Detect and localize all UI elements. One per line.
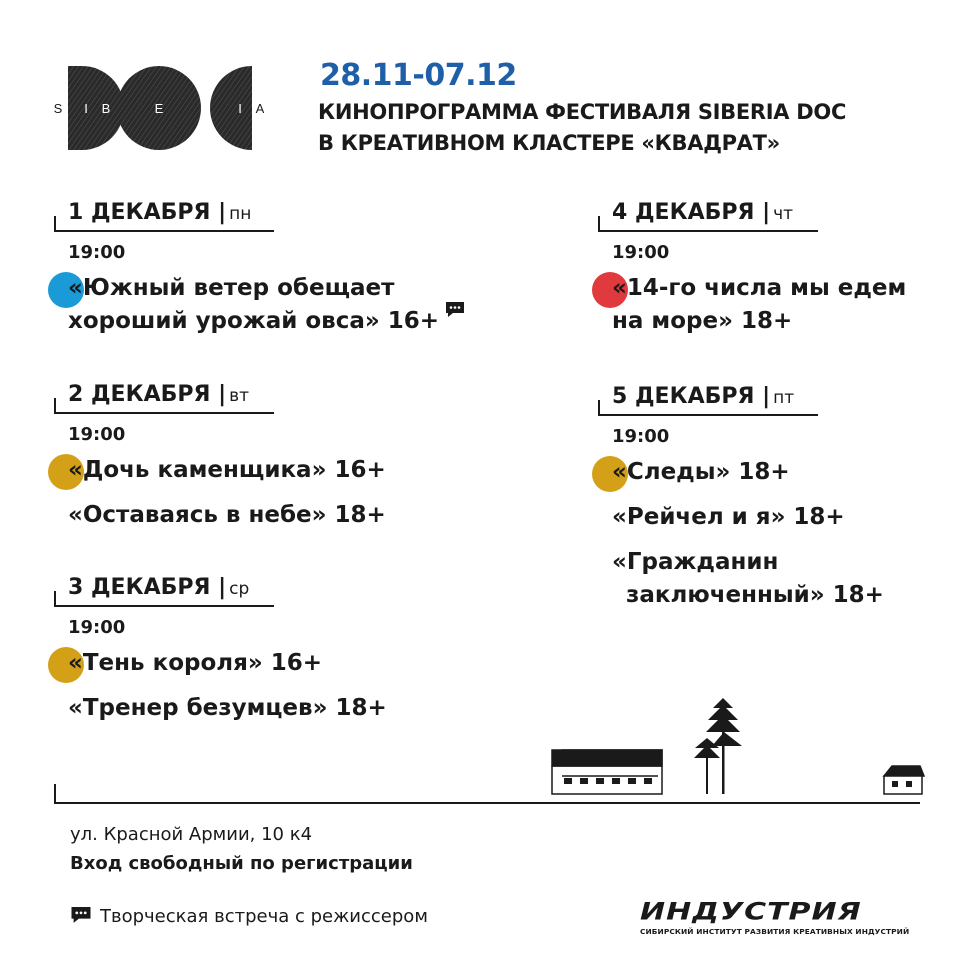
legend-director-meeting	[70, 906, 428, 927]
legend-text: Творческая встреча с режиссером	[100, 906, 428, 927]
chat-bubble-icon	[445, 301, 465, 319]
film-title: «Гражданин заключенный» 18+	[612, 549, 884, 608]
screening-time: 19:00	[68, 617, 126, 638]
day-bracket	[54, 398, 274, 414]
weekday: пн	[229, 204, 252, 224]
venue-address: ул. Красной Армии, 10 к4	[70, 824, 313, 845]
film-title: «Оставаясь в небе» 18+	[68, 502, 386, 528]
day-title: 4 ДЕКАБРЯ |	[612, 200, 771, 225]
weekday: пт	[773, 388, 795, 408]
day-block-dec-2	[54, 382, 386, 532]
film-title: «Южный ветер обещает хороший урожай овса» 16+	[54, 272, 465, 338]
weekday: вт	[229, 386, 250, 406]
logo-letter: S	[54, 101, 63, 116]
film-title: «14-го числа мы едем на море» 18+	[598, 272, 906, 338]
day-heading	[54, 200, 465, 236]
day-bracket	[598, 216, 818, 232]
day-block-dec-4	[598, 200, 906, 338]
barn-drawing	[552, 750, 662, 794]
film-title: «Рейчел и я» 18+	[612, 504, 845, 530]
day-bracket	[598, 400, 818, 416]
day-block-dec-1	[54, 200, 465, 338]
entry-info: Вход свободный по регистрации	[70, 853, 413, 874]
day-bracket	[54, 591, 274, 607]
festival-dates: 28.11-07.12	[320, 58, 517, 93]
weekday: чт	[773, 204, 794, 224]
day-heading	[598, 384, 884, 420]
logo-letter: R	[201, 101, 211, 116]
film-title: «Тренер безумцев» 18+	[68, 695, 387, 721]
screening-time: 19:00	[68, 242, 126, 263]
logo-letter: B	[101, 101, 111, 116]
film-title: «Следы» 18+	[598, 456, 884, 489]
day-title: 5 ДЕКАБРЯ |	[612, 384, 771, 409]
brand-name: ИНДУСТРИЯ	[640, 898, 862, 926]
header-title-line2: В КРЕАТИВНОМ КЛАСТЕРЕ «КВАДРАТ»	[318, 131, 780, 155]
logo-letter: A	[255, 101, 264, 116]
day-bracket	[54, 216, 274, 232]
logo-letter: E	[154, 101, 164, 116]
film-title: «Дочь каменщика» 16+	[54, 454, 386, 487]
day-heading	[54, 382, 386, 418]
day-block-dec-5	[598, 384, 884, 612]
day-title: 1 ДЕКАБРЯ |	[68, 200, 227, 225]
siberia-doc-logo	[54, 66, 264, 150]
industria-logo	[640, 898, 926, 936]
chat-bubble-icon	[70, 906, 92, 925]
pine-trees-drawing	[694, 698, 742, 794]
logo-letter: I	[84, 101, 88, 116]
film-title: «Тень короля» 16+	[54, 647, 387, 680]
day-heading	[598, 200, 906, 236]
header-title-line1: КИНОПРОГРАММА ФЕСТИВАЛЯ SIBERIA DOC	[318, 100, 847, 124]
logo-letter: I	[238, 101, 242, 116]
day-heading	[54, 575, 387, 611]
day-title: 2 ДЕКАБРЯ |	[68, 382, 227, 407]
landscape-illustration	[540, 690, 940, 800]
screening-time: 19:00	[612, 426, 670, 447]
screening-time: 19:00	[68, 424, 126, 445]
day-title: 3 ДЕКАБРЯ |	[68, 575, 227, 600]
screening-time: 19:00	[612, 242, 670, 263]
brand-subtitle: СИБИРСКИЙ ИНСТИТУТ РАЗВИТИЯ КРЕАТИВНЫХ ИНДУСТРИЙ	[640, 927, 910, 936]
weekday: ср	[229, 579, 250, 599]
day-block-dec-3	[54, 575, 387, 725]
small-house-drawing	[884, 766, 924, 794]
